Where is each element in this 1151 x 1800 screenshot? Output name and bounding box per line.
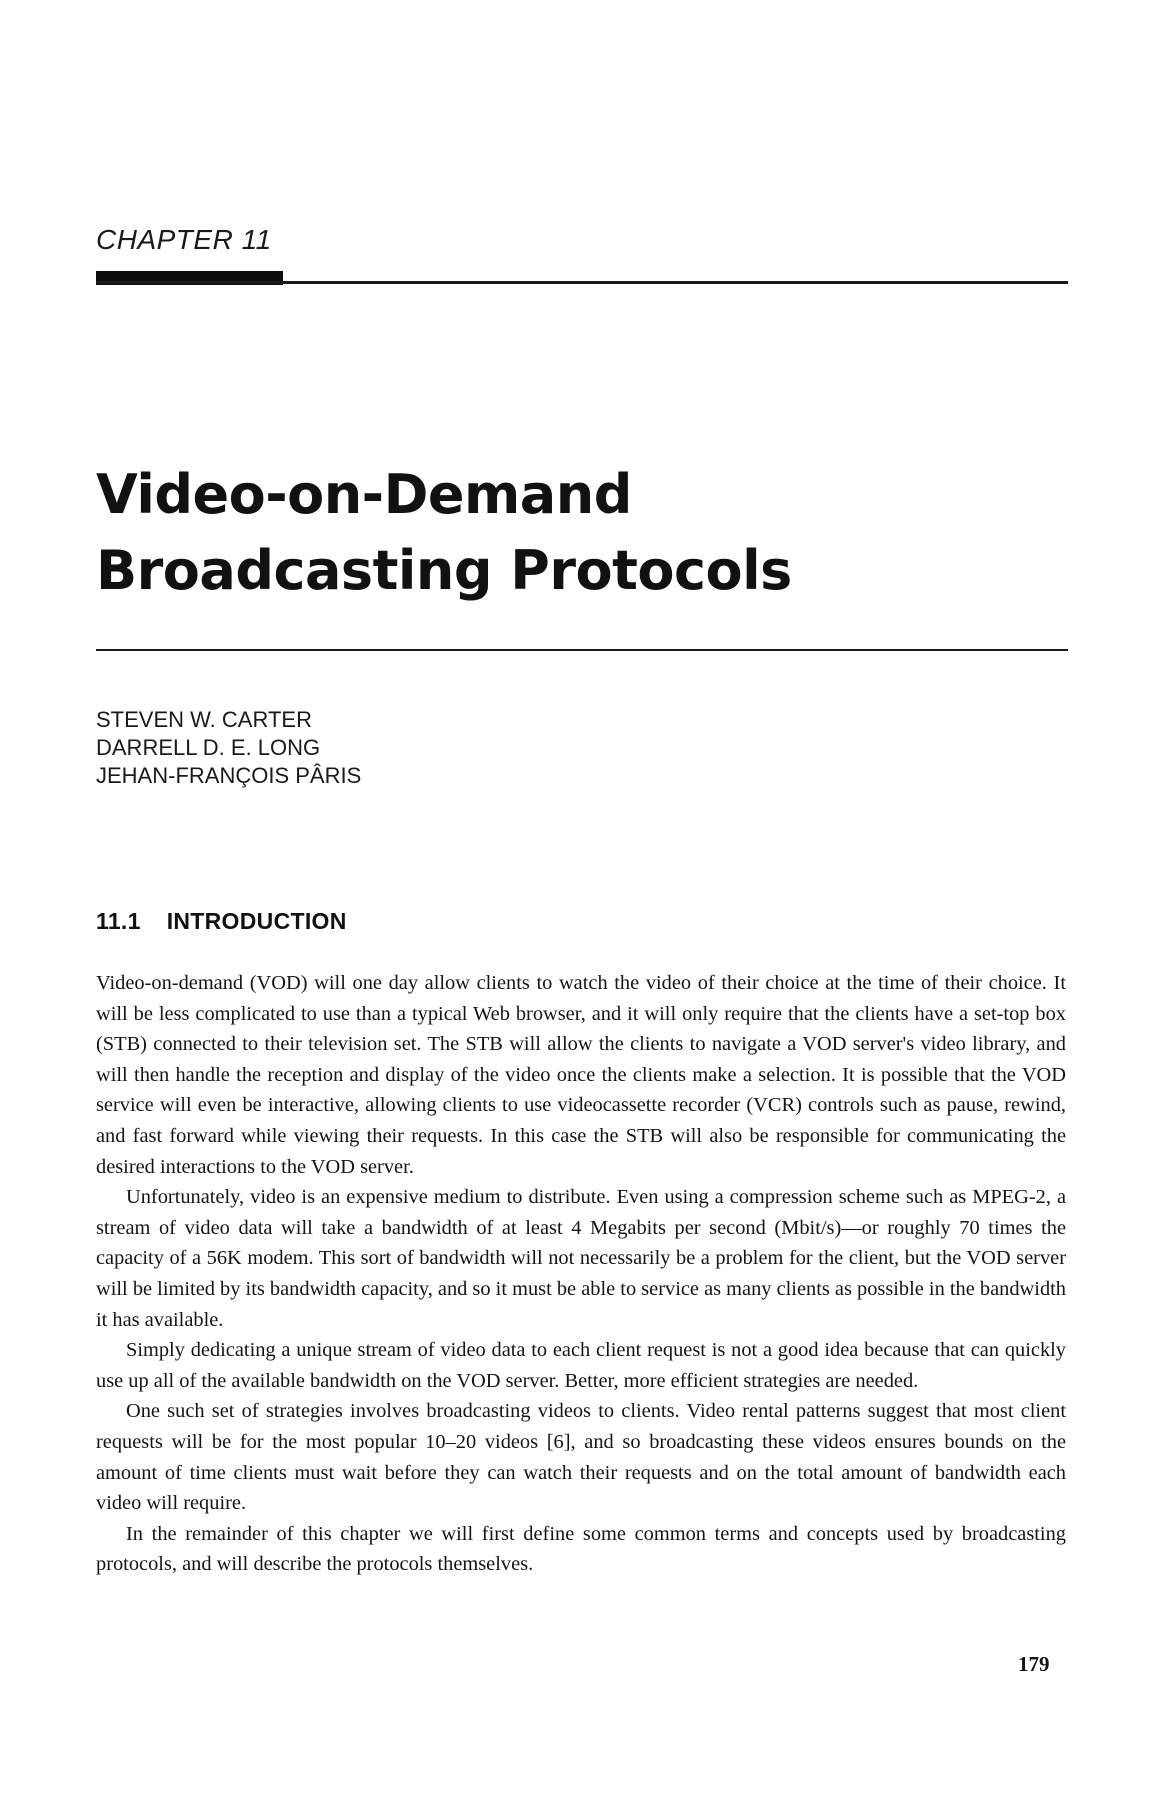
paragraph: In the remainder of this chapter we will first define some common terms and concepts used by broadcasting protocols, and will describe the protocols themselves. [96,1522,1066,1576]
page-number: 179 [1018,1652,1050,1676]
chapter-rule [96,281,1068,284]
body-text [96,968,1066,1580]
chapter-title-line-1: Video-on-Demand [96,463,632,526]
title-rule [96,649,1068,651]
paragraph: Video-on-demand (VOD) will one day allow clients to watch the video of their choice at the time of their choice. It will be less complicated to use than a typical Web browser, and it will only require that the clients have a set-top box (STB) connected to their television set. The STB will allow the clients to navigate a VOD server's video library, and will then handle the reception and display of the video once the clients make a selection. It is possible that the VOD service will even be interactive, allowing clients to use videocassette recorder (VCR) controls such as pause, rewind, and fast forward while viewing their requests. In this case the STB will also be responsible for communicating the desired interactions to the VOD server. [96,972,1066,1178]
section-heading [96,908,347,935]
chapter-label: CHAPTER 11 [96,224,272,255]
paragraph: One such set of strategies involves broadcasting videos to clients. Video rental patterns suggest that most client requests will be for the most popular 10–20 videos [6], and so broadcasting these videos ensures bounds on the amount of time clients must wait before they can watch their requests and on the total amount of bandwidth each video will require. [96,1400,1066,1515]
author-list [96,706,361,790]
paragraph: Simply dedicating a unique stream of video data to each client request is not a good idea because that can quickly use up all of the available bandwidth on the VOD server. Better, more efficient strategies are needed. [96,1339,1066,1392]
author-name: DARRELL D. E. LONG [96,735,321,760]
section-number: 11.1 [96,908,141,934]
author-name: STEVEN W. CARTER [96,707,312,732]
section-title: INTRODUCTION [166,908,347,934]
paragraph: Unfortunately, video is an expensive medium to distribute. Even using a compression scheme such as MPEG-2, a stream of video data will take a bandwidth of at least 4 Megabits per second (Mbit/s)—or roughly 70 times the capacity of a 56K modem. This sort of bandwidth will not necessarily be a problem for the client, but the VOD server will be limited by its bandwidth capacity, and so it must be able to service as many clients as possible in the bandwidth it has available. [96,1186,1066,1331]
chapter-title-line-2: Broadcasting Protocols [96,539,792,602]
author-name: JEHAN-FRANÇOIS PÂRIS [96,763,362,788]
